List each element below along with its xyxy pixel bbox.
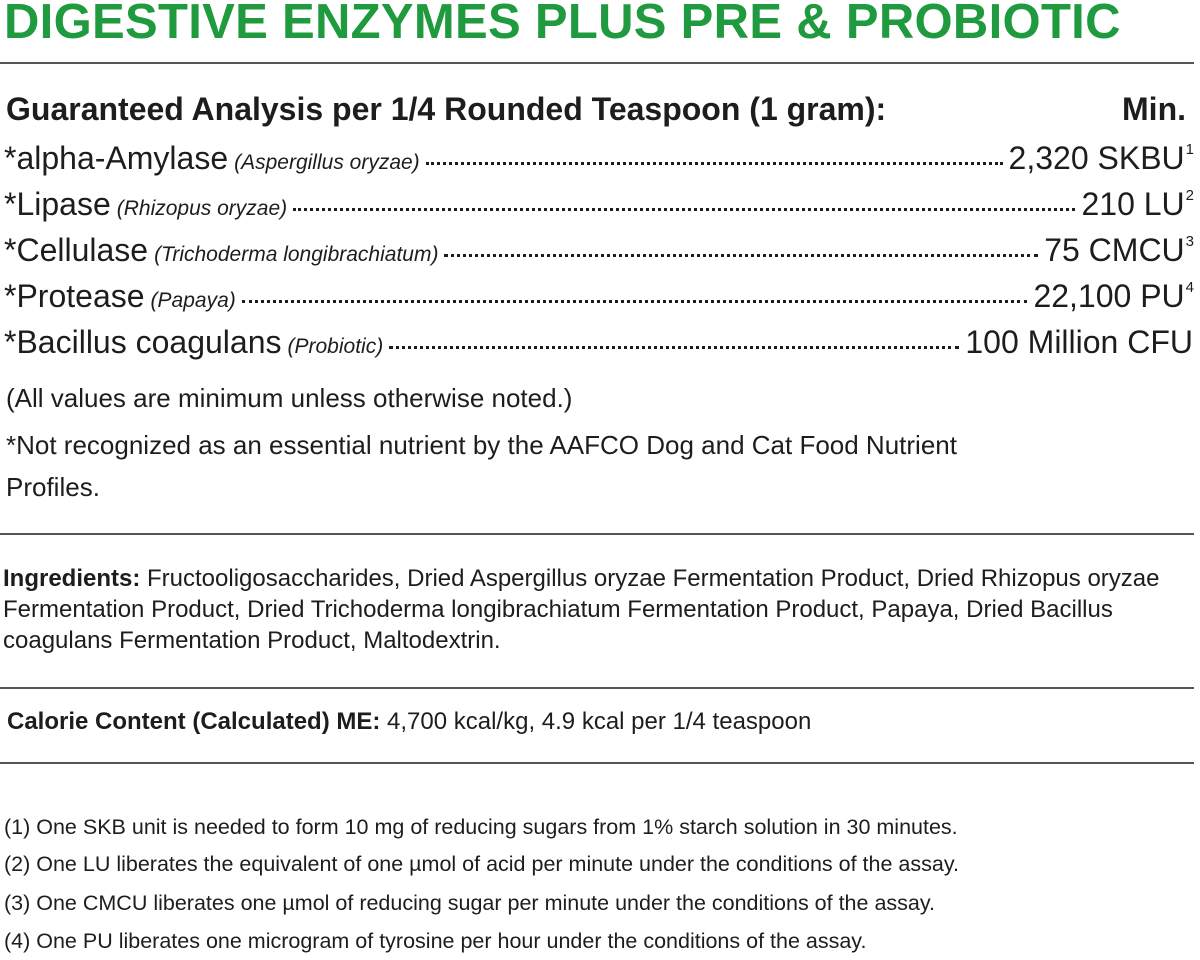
nutrient-source: (Trichoderma longibrachiatum) <box>154 243 439 266</box>
analysis-heading-text: Guaranteed Analysis per 1/4 Rounded Teaspoon (1 gram): <box>6 91 887 127</box>
calorie-text: 4,700 kcal/kg, 4.9 kcal per 1/4 teaspoon <box>380 708 812 735</box>
aafco-note: *Not recognized as an essential nutrient by the AAFCO Dog and Cat Food Nutrient Profiles. <box>6 430 957 502</box>
nutrient-name: *alpha-Amylase <box>4 140 229 176</box>
min-column-label: Min. <box>1122 91 1186 127</box>
nutrient-row <box>4 186 1194 230</box>
divider <box>0 687 1194 689</box>
calorie-content <box>7 708 811 736</box>
nutrient-row <box>4 140 1194 184</box>
nutrient-value: 75 CMCU <box>1044 232 1185 268</box>
footnote-item: (1) One SKB unit is needed to form 10 mg of reducing sugars from 1% starch solution in 30 minutes. <box>4 815 958 839</box>
footnote-marker: 2 <box>1185 187 1194 204</box>
nutrient-row <box>4 278 1194 322</box>
nutrient-value: 2,320 SKBU <box>1008 140 1185 176</box>
nutrient-source: (Aspergillus oryzae) <box>234 151 420 174</box>
nutrient-source: (Papaya) <box>150 289 236 312</box>
dot-leader <box>389 346 959 349</box>
nutrient-value: 100 Million CFU <box>965 324 1193 360</box>
nutrient-name: *Cellulase <box>4 232 149 268</box>
nutrient-name: *Lipase <box>4 186 111 222</box>
divider <box>0 533 1194 535</box>
footnote-item: (2) One LU liberates the equivalent of one µmol of acid per minute under the conditions of the assay. <box>4 852 959 876</box>
footnote-marker: 1 <box>1185 141 1194 158</box>
product-title: DIGESTIVE ENZYMES PLUS PRE & PROBIOTIC <box>4 0 1121 49</box>
minimum-values-note: (All values are minimum unless otherwise noted.) <box>6 383 573 413</box>
footnote-item: (4) One PU liberates one microgram of tyrosine per hour under the conditions of the assay. <box>4 929 867 953</box>
footnote-item: (3) One CMCU liberates one µmol of reducing sugar per minute under the conditions of the assay. <box>4 891 935 915</box>
dot-leader <box>293 208 1075 211</box>
divider <box>0 762 1194 764</box>
nutrient-value: 210 LU <box>1081 186 1185 222</box>
nutrient-value: 22,100 PU <box>1033 278 1185 314</box>
nutrient-source: (Probiotic) <box>287 335 384 358</box>
dot-leader <box>426 162 1003 165</box>
nutrient-source: (Rhizopus oryzae) <box>116 197 288 220</box>
ingredients-label: Ingredients: <box>3 565 141 592</box>
calorie-label: Calorie Content (Calculated) ME: <box>7 708 381 735</box>
footnote-marker: 4 <box>1185 279 1194 296</box>
guaranteed-analysis-heading <box>6 91 1186 128</box>
dot-leader <box>444 254 1038 257</box>
ingredients-text: Fructooligosaccharides, Dried Aspergillus oryzae Fermentation Product, Dried Rhizopus oryzae Fermentation Product, Dried Trichoderma longibrachiatum Fermentation Product, Papaya, Dried Bacillus coagulans Fermentation Product, Maltodextrin. <box>3 565 1160 654</box>
footnote-marker: 3 <box>1185 233 1194 250</box>
nutrient-name: *Protease <box>4 278 145 314</box>
ingredients-paragraph <box>3 563 1193 656</box>
dot-leader <box>242 300 1028 303</box>
nutrient-name: *Bacillus coagulans <box>4 324 282 360</box>
divider <box>0 62 1194 64</box>
nutrient-row <box>4 324 1194 368</box>
nutrient-row <box>4 232 1194 276</box>
